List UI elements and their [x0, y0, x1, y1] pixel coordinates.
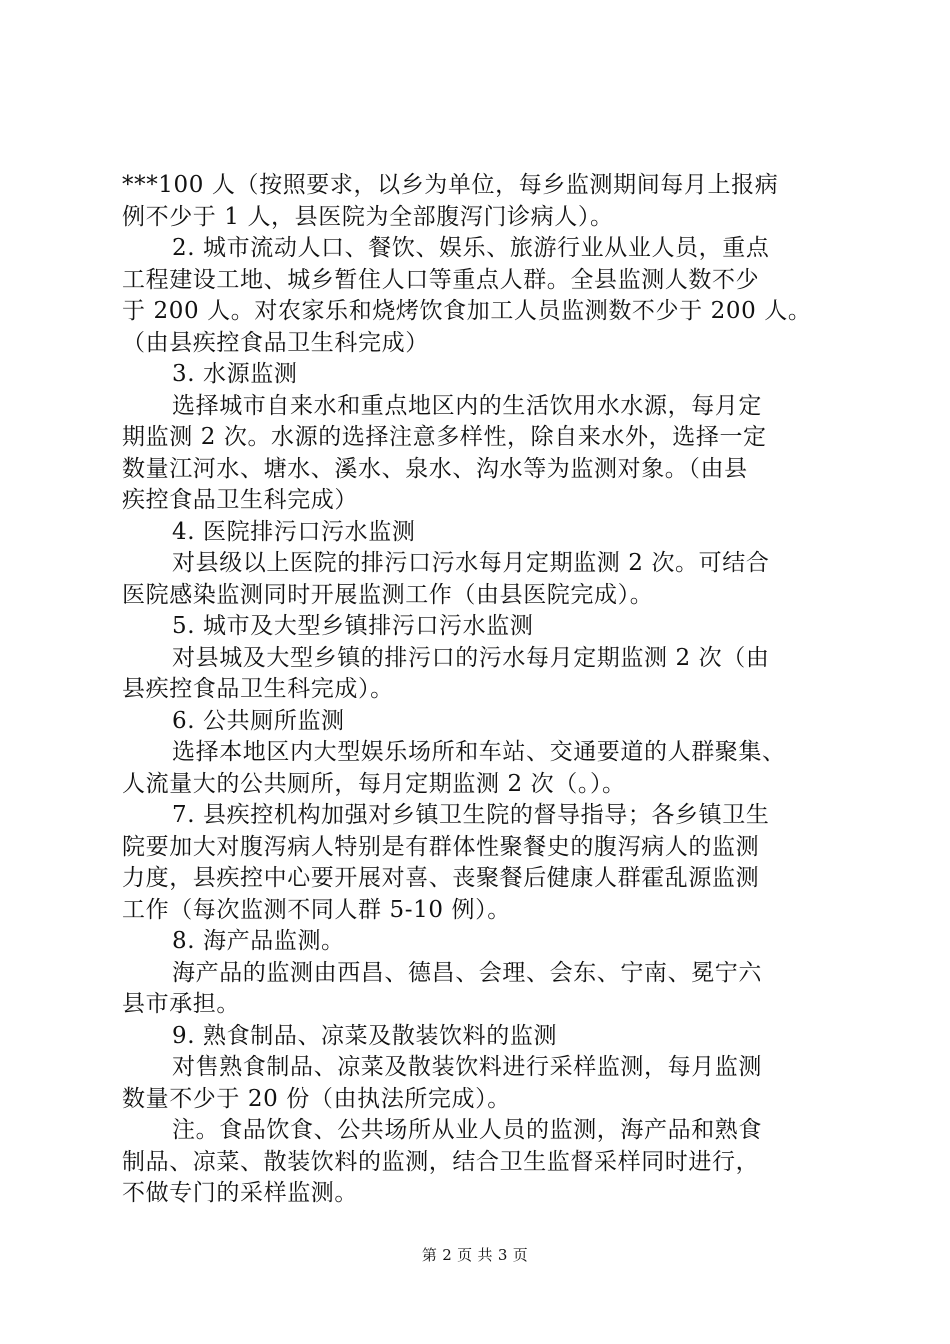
text-line: 6. 公共厕所监测 — [172, 707, 345, 734]
text-line: 疾控食品卫生科完成） — [122, 487, 358, 513]
text-line: 医院感染监测同时开展监测工作（由县医院完成）。 — [122, 581, 654, 608]
text-line: 选择本地区内大型娱乐场所和车站、交通要道的人群聚集、 — [172, 739, 786, 765]
text-line: 数量不少于 20 份（由执法所完成）。 — [122, 1085, 511, 1112]
text-line: 8. 海产品监测。 — [172, 928, 345, 954]
text-line: 9. 熟食制品、凉菜及散装饮料的监测 — [172, 1022, 558, 1049]
text-line: 对县城及大型乡镇的排污口的污水每月定期监测 2 次（由 — [172, 644, 770, 671]
text-line: 县疾控食品卫生科完成）。 — [122, 676, 394, 702]
text-line: 不做专门的采样监测。 — [122, 1180, 358, 1206]
text-line: 4. 医院排污口污水监测 — [172, 518, 416, 545]
text-line: 对县级以上医院的排污口污水每月定期监测 2 次。可结合 — [172, 550, 770, 576]
text-line: 县市承担。 — [122, 991, 240, 1017]
text-line: 人流量大的公共厕所，每月定期监测 2 次（。）。 — [122, 770, 626, 797]
text-line: 工程建设工地、城乡暂住人口等重点人群。全县监测人数不少 — [122, 266, 760, 293]
document-body — [122, 170, 840, 1210]
text-line: 5. 城市及大型乡镇排污口污水监测 — [172, 613, 534, 639]
text-line: （由县疾控食品卫生科完成） — [122, 329, 429, 356]
text-line: 2. 城市流动人口、餐饮、娱乐、旅游行业从业人员，重点 — [172, 235, 770, 261]
text-line: 7. 县疾控机构加强对乡镇卫生院的督导指导；各乡镇卫生 — [172, 802, 770, 828]
text-line: 数量江河水、塘水、溪水、泉水、沟水等为监测对象。（由县 — [122, 455, 748, 482]
text-line: ***100 人（按照要求，以乡为单位，每乡监测期间每月上报病 — [122, 172, 779, 198]
text-line: 注。食品饮食、公共场所从业人员的监测，海产品和熟食 — [172, 1117, 762, 1143]
text-line: 工作（每次监测不同人群 5-10 例）。 — [122, 896, 511, 923]
text-line: 对售熟食制品、凉菜及散装饮料进行采样监测，每月监测 — [172, 1054, 762, 1080]
text-line: 制品、凉菜、散装饮料的监测，结合卫生监督采样同时进行， — [122, 1148, 760, 1175]
text-line: 力度，县疾控中心要开展对喜、丧聚餐后健康人群霍乱源监测 — [122, 865, 760, 891]
text-line: 期监测 2 次。水源的选择注意多样性，除自来水外，选择一定 — [122, 424, 767, 450]
page-footer: 第 2 页 共 3 页 — [421, 1246, 529, 1264]
text-line: 例不少于 1 人，县医院为全部腹泻门诊病人）。 — [122, 203, 614, 230]
text-line: 院要加大对腹泻病人特别是有群体性聚餐史的腹泻病人的监测 — [122, 833, 760, 860]
text-line: 海产品的监测由西昌、德昌、会理、会东、宁南、冕宁六 — [172, 959, 762, 986]
text-line: 选择城市自来水和重点地区内的生活饮用水水源，每月定 — [172, 392, 762, 419]
text-line: 3. 水源监测 — [172, 361, 298, 387]
text-line: 于 200 人。对农家乐和烧烤饮食加工人员监测数不少于 200 人。 — [122, 298, 812, 324]
